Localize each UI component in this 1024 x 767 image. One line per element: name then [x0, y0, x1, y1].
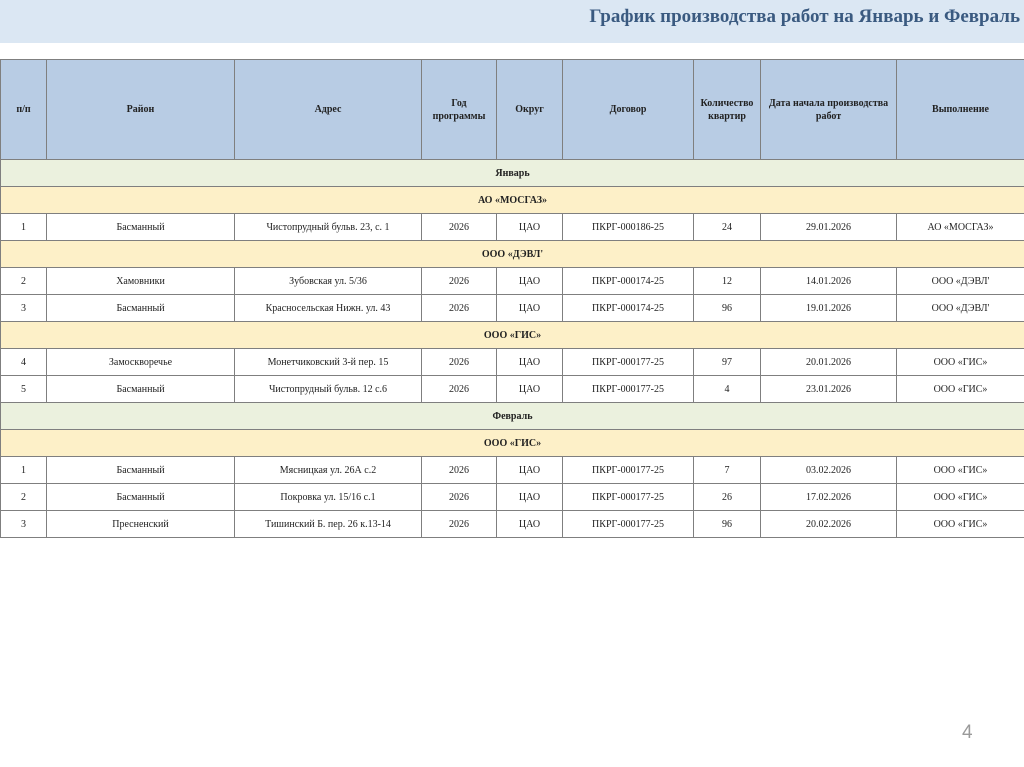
- month-row: [1, 403, 1024, 430]
- cell-address: Тишинский Б. пер. 26 к.13-14: [235, 511, 422, 538]
- cell-district: Хамовники: [47, 268, 235, 295]
- column-header-start-date: Дата начала производства работ: [761, 60, 897, 160]
- month-label: Январь: [1, 160, 1024, 187]
- cell-number: 2: [1, 484, 47, 511]
- cell-district: Басманный: [47, 295, 235, 322]
- cell-address: Красносельская Нижн. ул. 43: [235, 295, 422, 322]
- cell-contract: ПКРГ-000177-25: [563, 511, 694, 538]
- schedule-table: [0, 59, 1024, 538]
- cell-contract: ПКРГ-000177-25: [563, 376, 694, 403]
- cell-number: 4: [1, 349, 47, 376]
- cell-year: 2026: [422, 484, 497, 511]
- page-number: 4: [962, 722, 973, 743]
- cell-contract: ПКРГ-000174-25: [563, 295, 694, 322]
- cell-apartments: 26: [694, 484, 761, 511]
- cell-contract: ПКРГ-000177-25: [563, 457, 694, 484]
- cell-number: 3: [1, 295, 47, 322]
- cell-start-date: 19.01.2026: [761, 295, 897, 322]
- contractor-group-label: ООО «ГИС»: [1, 430, 1024, 457]
- cell-start-date: 20.02.2026: [761, 511, 897, 538]
- cell-address: Покровка ул. 15/16 с.1: [235, 484, 422, 511]
- cell-apartments: 97: [694, 349, 761, 376]
- cell-contractor: ООО «ГИС»: [897, 511, 1024, 538]
- cell-year: 2026: [422, 457, 497, 484]
- cell-number: 5: [1, 376, 47, 403]
- cell-number: 1: [1, 214, 47, 241]
- column-header-contractor: Выполнение: [897, 60, 1024, 160]
- cell-contractor: ООО «ДЭВЛ': [897, 295, 1024, 322]
- cell-address: Мясницкая ул. 26А с.2: [235, 457, 422, 484]
- cell-year: 2026: [422, 295, 497, 322]
- cell-year: 2026: [422, 376, 497, 403]
- cell-okrug: ЦАО: [497, 511, 563, 538]
- cell-contract: ПКРГ-000177-25: [563, 484, 694, 511]
- cell-apartments: 24: [694, 214, 761, 241]
- cell-number: 3: [1, 511, 47, 538]
- cell-contractor: ООО «ГИС»: [897, 484, 1024, 511]
- column-header-number: п/п: [1, 60, 47, 160]
- cell-contractor: ООО «ГИС»: [897, 457, 1024, 484]
- contractor-group-row: [1, 187, 1024, 214]
- month-row: [1, 160, 1024, 187]
- cell-year: 2026: [422, 214, 497, 241]
- cell-apartments: 4: [694, 376, 761, 403]
- table-row: [1, 349, 1024, 376]
- cell-address: Чистопрудный бульв. 12 с.6: [235, 376, 422, 403]
- cell-district: Басманный: [47, 457, 235, 484]
- cell-number: 2: [1, 268, 47, 295]
- column-header-apartments: Количество квартир: [694, 60, 761, 160]
- cell-district: Замоскворечье: [47, 349, 235, 376]
- contractor-group-row: [1, 430, 1024, 457]
- cell-apartments: 7: [694, 457, 761, 484]
- table-body: [1, 160, 1024, 538]
- cell-number: 1: [1, 457, 47, 484]
- cell-district: Басманный: [47, 214, 235, 241]
- cell-contractor: ООО «ДЭВЛ': [897, 268, 1024, 295]
- cell-address: Чистопрудный бульв. 23, с. 1: [235, 214, 422, 241]
- contractor-group-row: [1, 241, 1024, 268]
- table-row: [1, 376, 1024, 403]
- cell-district: Басманный: [47, 376, 235, 403]
- cell-apartments: 96: [694, 511, 761, 538]
- contractor-group-label: ООО «ДЭВЛ': [1, 241, 1024, 268]
- cell-address: Зубовская ул. 5/36: [235, 268, 422, 295]
- cell-okrug: ЦАО: [497, 376, 563, 403]
- cell-start-date: 20.01.2026: [761, 349, 897, 376]
- cell-year: 2026: [422, 268, 497, 295]
- cell-okrug: ЦАО: [497, 484, 563, 511]
- column-header-year: Год программы: [422, 60, 497, 160]
- table-header-row: [1, 60, 1024, 160]
- table-row: [1, 511, 1024, 538]
- cell-year: 2026: [422, 511, 497, 538]
- cell-contract: ПКРГ-000186-25: [563, 214, 694, 241]
- cell-year: 2026: [422, 349, 497, 376]
- table-row: [1, 268, 1024, 295]
- cell-okrug: ЦАО: [497, 457, 563, 484]
- cell-start-date: 17.02.2026: [761, 484, 897, 511]
- cell-contractor: ООО «ГИС»: [897, 376, 1024, 403]
- column-header-address: Адрес: [235, 60, 422, 160]
- table-row: [1, 295, 1024, 322]
- column-header-district: Район: [47, 60, 235, 160]
- cell-contractor: ООО «ГИС»: [897, 349, 1024, 376]
- cell-contract: ПКРГ-000174-25: [563, 268, 694, 295]
- column-header-contract: Договор: [563, 60, 694, 160]
- cell-apartments: 96: [694, 295, 761, 322]
- cell-district: Пресненский: [47, 511, 235, 538]
- column-header-okrug: Округ: [497, 60, 563, 160]
- month-label: Февраль: [1, 403, 1024, 430]
- cell-apartments: 12: [694, 268, 761, 295]
- cell-okrug: ЦАО: [497, 295, 563, 322]
- cell-contract: ПКРГ-000177-25: [563, 349, 694, 376]
- page-title: График производства работ на Январь и Февраль: [589, 6, 1020, 27]
- contractor-group-label: АО «МОСГАЗ»: [1, 187, 1024, 214]
- table-row: [1, 214, 1024, 241]
- cell-district: Басманный: [47, 484, 235, 511]
- cell-start-date: 23.01.2026: [761, 376, 897, 403]
- cell-okrug: ЦАО: [497, 214, 563, 241]
- cell-okrug: ЦАО: [497, 349, 563, 376]
- cell-address: Монетчиковский 3-й пер. 15: [235, 349, 422, 376]
- table-row: [1, 457, 1024, 484]
- cell-start-date: 29.01.2026: [761, 214, 897, 241]
- contractor-group-label: ООО «ГИС»: [1, 322, 1024, 349]
- cell-contractor: АО «МОСГАЗ»: [897, 214, 1024, 241]
- cell-okrug: ЦАО: [497, 268, 563, 295]
- cell-start-date: 03.02.2026: [761, 457, 897, 484]
- cell-start-date: 14.01.2026: [761, 268, 897, 295]
- table-row: [1, 484, 1024, 511]
- contractor-group-row: [1, 322, 1024, 349]
